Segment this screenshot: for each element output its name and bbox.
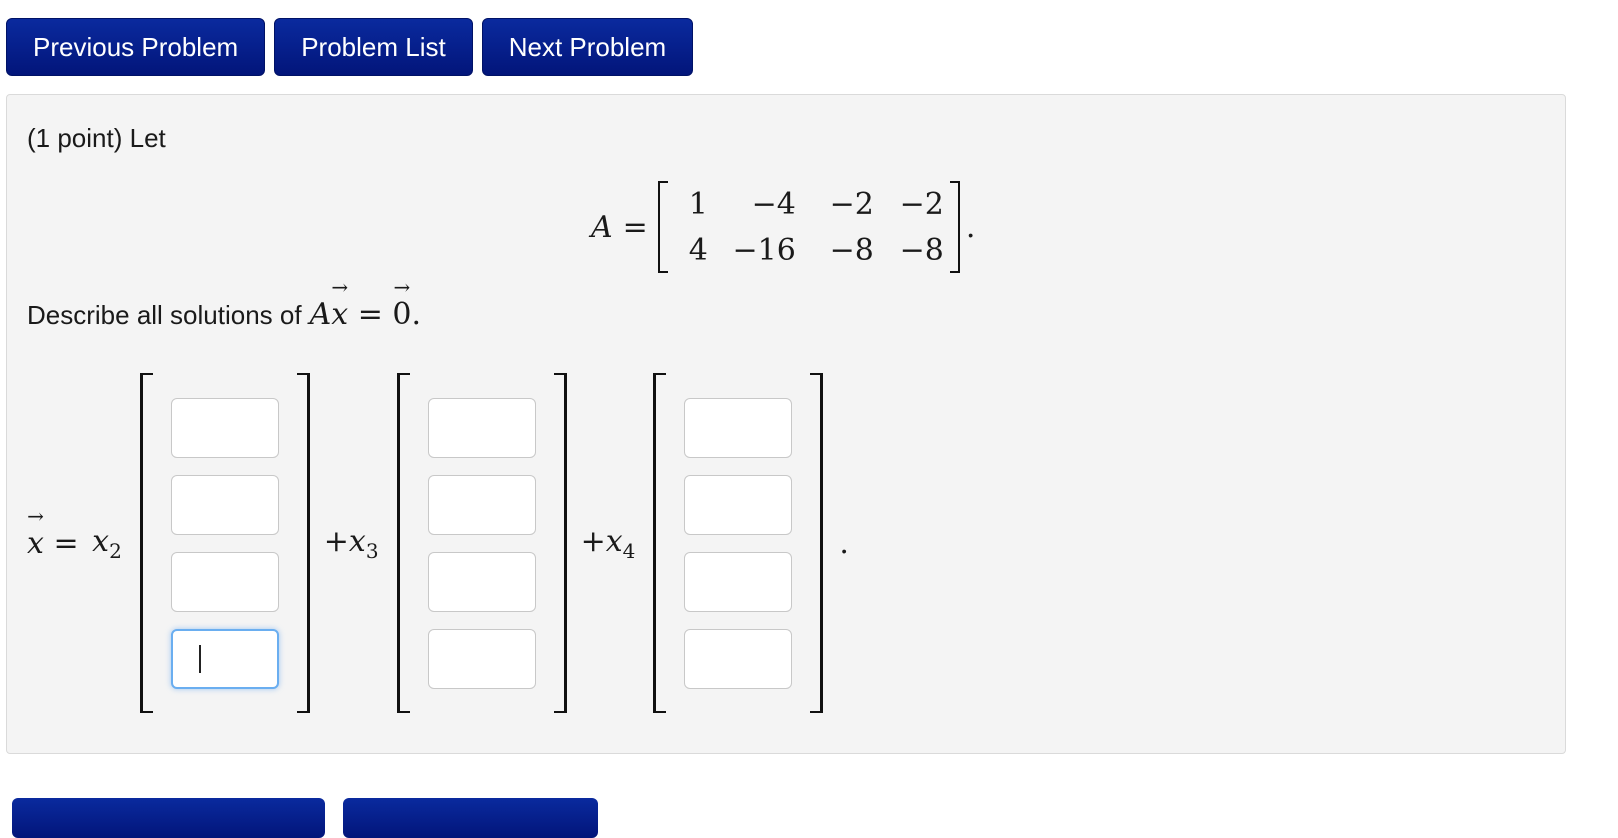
vector1-column bbox=[153, 398, 297, 689]
vector3-entry4-input[interactable] bbox=[684, 629, 792, 689]
vector3-left-bracket bbox=[653, 373, 666, 713]
coef-sub: 2 bbox=[109, 538, 122, 563]
matrix-cell: −4 bbox=[751, 186, 796, 222]
coef-sub: 4 bbox=[622, 538, 636, 563]
describe-text: Describe all solutions of bbox=[27, 300, 302, 330]
solution-equals: = bbox=[43, 525, 89, 561]
vector2-entry3-input[interactable] bbox=[428, 552, 536, 612]
vector1-entry4-input[interactable] bbox=[171, 629, 279, 689]
coef-var: +x bbox=[323, 523, 366, 559]
vector3-right-bracket bbox=[810, 373, 823, 713]
matrix-definition bbox=[591, 181, 975, 273]
vector2-column bbox=[410, 398, 554, 689]
describe-prompt bbox=[27, 297, 421, 332]
describe-A: A bbox=[309, 297, 332, 332]
coefficient-x2 bbox=[92, 524, 122, 563]
coef-sub: 3 bbox=[365, 538, 379, 563]
vector2-right-bracket bbox=[554, 373, 567, 713]
vector1-left-bracket bbox=[140, 373, 153, 713]
matrix-cell: −16 bbox=[732, 232, 796, 268]
matrix-cell: −2 bbox=[829, 186, 874, 222]
problem-intro: (1 point) Let bbox=[27, 123, 166, 153]
vector1-right-bracket bbox=[297, 373, 310, 713]
next-problem-button[interactable]: Next Problem bbox=[482, 18, 694, 76]
matrix-cell: −8 bbox=[829, 232, 874, 268]
problem-navigation bbox=[6, 18, 693, 76]
vector2-entry2-input[interactable] bbox=[428, 475, 536, 535]
vector1-entry2-input[interactable] bbox=[171, 475, 279, 535]
preview-button[interactable] bbox=[12, 798, 325, 838]
matrix-cell: −2 bbox=[899, 186, 944, 222]
describe-period: . bbox=[411, 297, 422, 332]
matrix-grid bbox=[668, 181, 950, 273]
matrix-name: A bbox=[591, 209, 613, 245]
solution-expression bbox=[27, 373, 849, 713]
text-caret bbox=[199, 645, 201, 673]
coef-var: x bbox=[92, 523, 110, 559]
solution-period: . bbox=[839, 525, 849, 561]
describe-equals: = bbox=[348, 297, 393, 332]
vector3-entry3-input[interactable] bbox=[684, 552, 792, 612]
solution-x-vector: → x bbox=[27, 526, 44, 561]
vector3-entry1-input[interactable] bbox=[684, 398, 792, 458]
matrix-left-bracket bbox=[658, 181, 668, 273]
describe-x-vector: → x bbox=[331, 297, 348, 332]
matrix-cell: 1 bbox=[688, 186, 708, 222]
vector2-entry4-input[interactable] bbox=[428, 629, 536, 689]
matrix-cell: 4 bbox=[688, 232, 708, 268]
problem-list-button[interactable]: Problem List bbox=[274, 18, 473, 76]
matrix-right-bracket bbox=[950, 181, 960, 273]
vector3-entry2-input[interactable] bbox=[684, 475, 792, 535]
equals-sign: = bbox=[622, 209, 648, 245]
vector2-left-bracket bbox=[397, 373, 410, 713]
coefficient-x3 bbox=[324, 524, 379, 563]
describe-zero-vector: → 0 bbox=[392, 297, 411, 332]
matrix-cell: −8 bbox=[899, 232, 944, 268]
vector1-entry1-input[interactable] bbox=[171, 398, 279, 458]
describe-equation bbox=[310, 297, 421, 332]
problem-panel bbox=[6, 94, 1566, 754]
submit-button[interactable] bbox=[343, 798, 598, 838]
vector3-column bbox=[666, 398, 810, 689]
submit-buttons bbox=[12, 798, 598, 838]
coefficient-x4 bbox=[581, 524, 636, 563]
vector1-entry3-input[interactable] bbox=[171, 552, 279, 612]
coef-var: +x bbox=[580, 523, 623, 559]
matrix-period: . bbox=[965, 209, 976, 245]
vector2-entry1-input[interactable] bbox=[428, 398, 536, 458]
previous-problem-button[interactable]: Previous Problem bbox=[6, 18, 265, 76]
